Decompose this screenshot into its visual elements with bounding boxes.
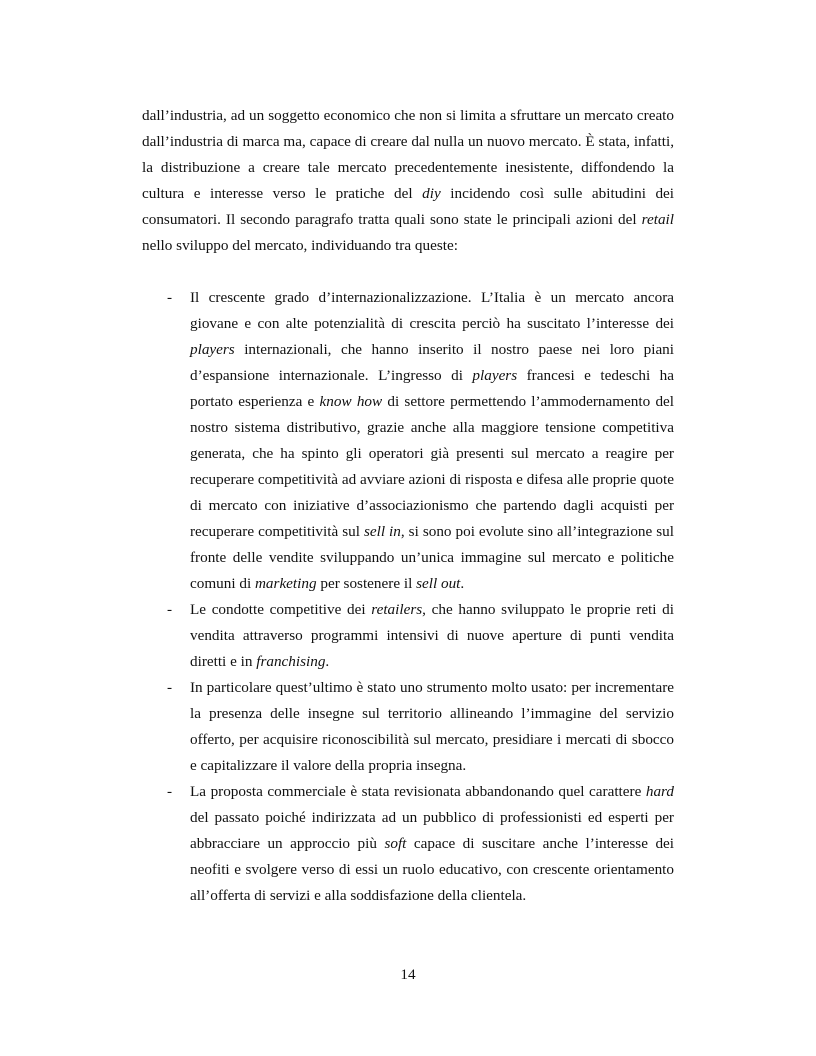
bullet-item-franchising: - In particolare quest’ultimo è stato uno strumento molto usato: per incrementare la presenza delle insegne sul territorio allineando l’immagine del servizio offerto, per acquisire riconoscibilità sul mercato, presidiare i mercati di sbocco e capitalizzare il valore della propria insegna.	[142, 675, 674, 779]
bullet-item-proposta-commerciale: - La proposta commerciale è stata revisionata abbandonando quel carattere hard del passato poiché indirizzata ad un pubblico di professionisti ed esperti per abbracciare un approccio più soft capace di suscitare anche l’interesse dei neofiti e svolgere verso di essi un ruolo educativo, con crescente orientamento all’offerta di servizi e alla soddisfazione della clientela.	[142, 779, 674, 909]
bullet-item-internazionalizzazione: - Il crescente grado d’internazionalizzazione. L’Italia è un mercato ancora giovane e con alte potenzialità di crescita perciò ha suscitato l’interesse dei players internazionali, che hanno inserito il nostro paese nei loro piani d’espansione internazionale. L’ingresso di players francesi e tedeschi ha portato esperienza e know how di settore permettendo l’ammodernamento del nostro sistema distributivo, grazie anche alla maggiore tensione competitiva generata, che ha spinto gli operatori già presenti sul mercato a reagire per recuperare competitività ad avviare azioni di risposta e difesa alle proprie quote di mercato con iniziative d’associazionismo che partendo dagli acquisti per recuperare competitività sul sell in, si sono poi evolute sino all’integrazione sul fronte delle vendite sviluppando un’unica immagine sul mercato e politiche comuni di marketing per sostenere il sell out.	[142, 285, 674, 597]
bullet-dash: -	[167, 601, 173, 618]
bullet-list	[142, 285, 674, 909]
term-retail: retail	[641, 211, 674, 228]
term-diy: diy	[422, 185, 441, 202]
page-number: 14	[400, 966, 416, 983]
bullet-dash: -	[167, 783, 173, 800]
bullet-item-condotte-competitive: - Le condotte competitive dei retailers, che hanno sviluppato le proprie reti di vendita attraverso programmi intensivi di nuove aperture di punti vendita diretti e in franchising.	[142, 597, 674, 675]
bullet-dash: -	[167, 289, 173, 306]
bullet-dash: -	[167, 679, 173, 696]
intro-paragraph: dall’industria, ad un soggetto economico che non si limita a sfruttare un mercato creato dall’industria di marca ma, capace di creare dal nulla un nuovo mercato. È stata, infatti, la distribuzione a creare tale mercato precedentemente inesistente, diffondendo la cultura e interesse verso le pratiche del diy incidendo così sulle abitudini dei consumatori. Il secondo paragrafo tratta quali sono state le principali azioni del retail nello sviluppo del mercato, individuando tra queste:	[142, 107, 675, 254]
